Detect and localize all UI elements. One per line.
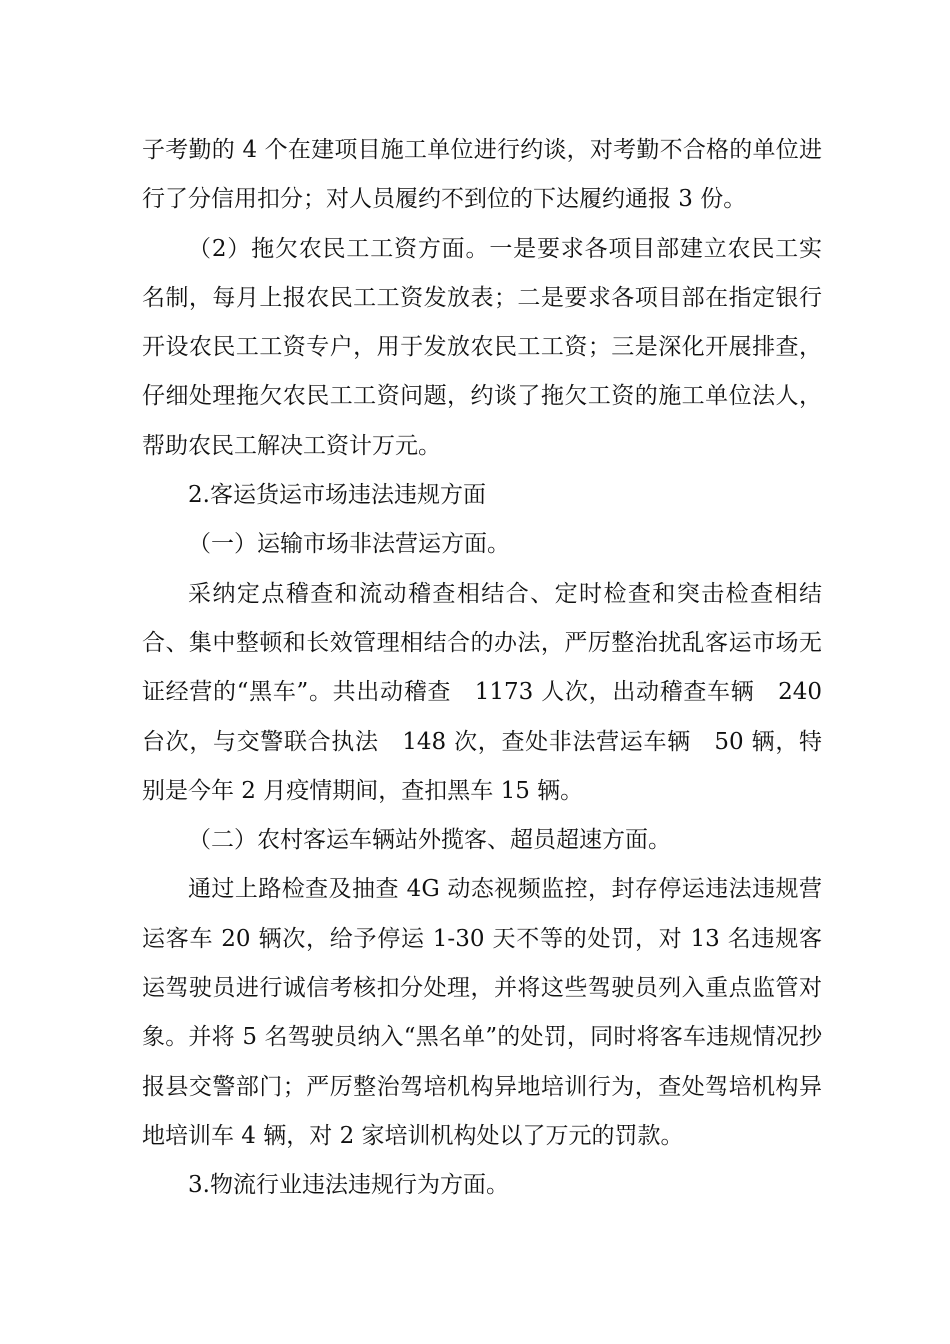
section-heading-passenger-freight: 2.客运货运市场违法违规方面	[188, 482, 486, 509]
subheading-rural-passenger: （二）农村客运车辆站外揽客、超员超速方面。	[188, 827, 671, 854]
paragraph-illegal-operation: 采纳定点稽查和流动稽查相结合、定时检查和突击检查相结合、集中整顿和长效管理相结合的办法，严厉整治扰乱客运市场无证经营的“黑车”。共出动稽查 1173 人次，出动稽查车辆 240 台次，与交警联合执法 148 次，查处非法营运车辆 50 辆，特别是今年 2 月疫情期间，查扣黑车 15 辆。	[142, 580, 822, 804]
paragraph-wage-arrears: （2）拖欠农民工工资方面。一是要求各项目部建立农民工实名制，每月上报农民工工资发放表；二是要求各项目部在指定银行开设农民工工资专户，用于发放农民工工资；三是深化开展排查，仔细处理拖欠农民工工资问题，约谈了拖欠工资的施工单位法人，帮助农民工解决工资计万元。	[142, 235, 822, 459]
section-heading-logistics: 3.物流行业违法违规行为方面。	[188, 1172, 509, 1199]
paragraph-rural-passenger: 通过上路检查及抽查 4G 动态视频监控，封存停运违法违规营运客车 20 辆次，给予停运 1-30 天不等的处罚，对 13 名违规客运驾驶员进行诚信考核扣分处理，并将这些驾驶员列入重点监管对象。并将 5 名驾驶员纳入“黑名单”的处罚，同时将客车违规情况抄报县交警部门；严厉整治驾培机构异地培训行为，查处驾培机构异地培训车 4 辆，对 2 家培训机构处以了万元的罚款。	[142, 876, 822, 1149]
paragraph-attendance-continuation: 子考勤的 4 个在建项目施工单位进行约谈，对考勤不合格的单位进行了分信用扣分；对人员履约不到位的下达履约通报 3 份。	[142, 137, 822, 213]
subheading-illegal-operation: （一）运输市场非法营运方面。	[188, 531, 510, 558]
document-body	[142, 126, 822, 1211]
